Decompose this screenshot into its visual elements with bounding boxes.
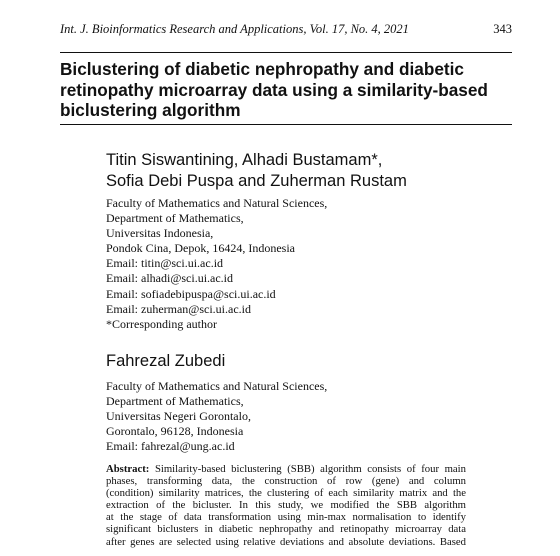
- corresponding-author-note: *Corresponding author: [106, 316, 217, 331]
- abstract-line: phases, transforming data, the construction of row (gene) and column: [106, 475, 466, 488]
- author-line: Titin Siswantining, Alhadi Bustamam*,: [106, 151, 383, 169]
- journal-citation: Int. J. Bioinformatics Research and Applications, Vol. 17, No. 4, 2021: [60, 22, 409, 36]
- affiliation-line: Department of Mathematics,: [106, 394, 244, 409]
- affiliation-line: Gorontalo, 96128, Indonesia: [106, 424, 244, 439]
- author-secondary: Fahrezal Zubedi: [106, 352, 226, 370]
- abstract-line: extraction of the bicluster. In this study, we modified the SBB algorithm: [106, 499, 466, 512]
- abstract-line: after genes are selected using relative deviations and absolute deviations. Based: [106, 535, 466, 548]
- abstract-text: Similarity-based biclustering (SBB) algorithm consists of four main: [154, 463, 466, 475]
- email-line: Email: fahrezal@ung.ac.id: [106, 439, 235, 454]
- paper-title: [60, 59, 512, 121]
- affiliation-secondary: [106, 379, 327, 454]
- abstract-line: [106, 463, 466, 475]
- author-line: Sofia Debi Puspa and Zuherman Rustam: [106, 172, 407, 190]
- email-line: Email: titin@sci.ui.ac.id: [106, 256, 224, 271]
- affiliation-line: Faculty of Mathematics and Natural Sciences,: [106, 196, 328, 210]
- abstract-line: significant biclusters in diabetic nephropathy and retinopathy microarray data: [106, 523, 466, 536]
- abstract-line: (condition) similarity matrices, the clustering of each similarity matrix and the: [106, 487, 466, 500]
- affiliation-primary: [106, 196, 327, 332]
- abstract-label: Abstract:: [106, 463, 150, 475]
- email-line: Email: zuherman@sci.ui.ac.id: [106, 301, 252, 316]
- title-bottom-rule: [60, 124, 512, 125]
- affiliation-line: Faculty of Mathematics and Natural Sciences,: [106, 379, 328, 393]
- title-line: Biclustering of diabetic nephropathy and diabetic: [60, 59, 464, 79]
- email-line: Email: sofiadebipuspa@sci.ui.ac.id: [106, 286, 276, 301]
- affiliation-line: Universitas Negeri Gorontalo,: [106, 409, 251, 424]
- abstract-line: at the stage of data transformation using min-max normalisation to identify: [106, 511, 466, 524]
- affiliation-line: Universitas Indonesia,: [106, 226, 214, 241]
- email-line: Email: alhadi@sci.ui.ac.id: [106, 271, 234, 286]
- title-line: biclustering algorithm: [60, 100, 241, 120]
- affiliation-line: Department of Mathematics,: [106, 211, 244, 226]
- abstract: [106, 463, 466, 548]
- title-top-rule: [60, 52, 512, 53]
- title-line: retinopathy microarray data using a similarity-based: [60, 79, 488, 100]
- running-header: [60, 22, 512, 37]
- page-number: 343: [493, 22, 512, 36]
- affiliation-line: Pondok Cina, Depok, 16424, Indonesia: [106, 241, 295, 256]
- author-list-primary: [106, 150, 407, 192]
